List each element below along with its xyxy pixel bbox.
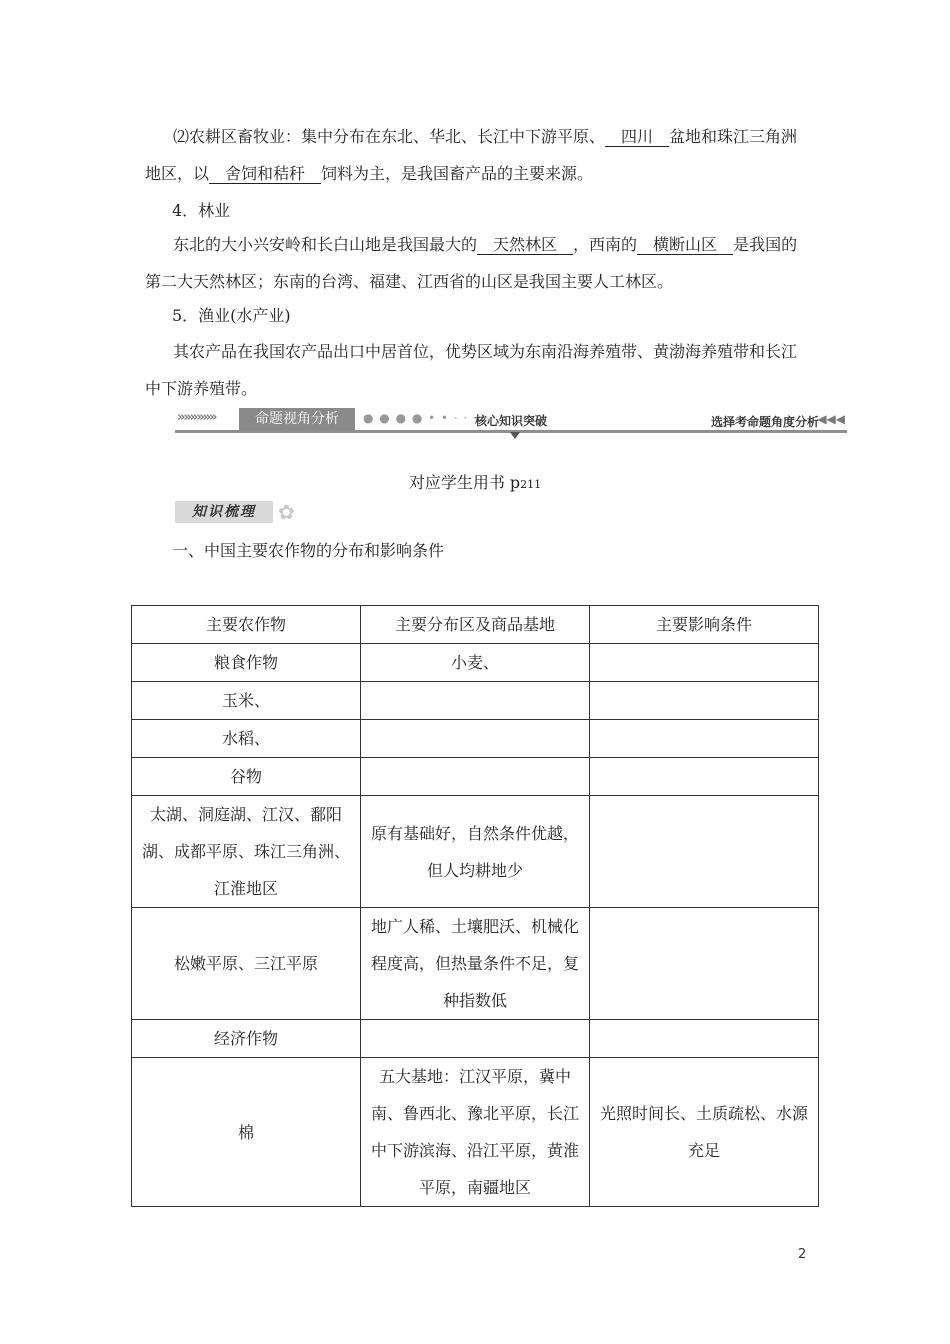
text: 东北的大小兴安岭和长白山地是我国最大的 xyxy=(173,235,478,254)
text: 饲料为主，是我国畜产品的主要来源。 xyxy=(321,164,594,183)
table-cell: 五大基地：江汉平原，冀中南、鲁西北、豫北平原，长江中下游滨海、沿江平原，黄淮平原，南疆地区 xyxy=(361,1058,590,1207)
table-cell: 原有基础好，自然条件优越，但人均耕地少 xyxy=(361,796,590,908)
caret-down-icon xyxy=(510,432,520,439)
table-cell: 粮食作物 xyxy=(132,644,361,682)
table-cell xyxy=(590,796,819,908)
text: 盆地和珠江三角洲地区，以 xyxy=(145,127,798,183)
ref-text: 对应学生用书 p xyxy=(408,473,521,492)
heading-fishery: 5．渔业(水产业) xyxy=(172,306,291,325)
knowledge-badge: 知识梳理 xyxy=(175,501,273,523)
table-cell: 谷物 xyxy=(132,758,361,796)
table-cell: 棉 xyxy=(132,1058,361,1207)
table-row xyxy=(132,758,819,796)
table-cell xyxy=(361,720,590,758)
table-row xyxy=(132,796,819,908)
table-cell xyxy=(590,758,819,796)
arrows-icon: »»»»»» xyxy=(177,410,216,425)
table-row xyxy=(132,644,819,682)
paragraph-forestry xyxy=(145,226,810,300)
table-header: 主要农作物 xyxy=(132,606,361,644)
answer-blank: 天然林区 xyxy=(477,235,573,255)
paragraph-livestock xyxy=(145,118,810,192)
table-row xyxy=(132,720,819,758)
table-cell: 松嫩平原、三江平原 xyxy=(132,908,361,1020)
table-cell xyxy=(361,1020,590,1058)
table-row xyxy=(132,1058,819,1207)
flower-icon: ✿ xyxy=(278,500,295,524)
answer-blank: 舍饲和秸秆 xyxy=(209,164,321,184)
text: ⑵农耕区畜牧业：集中分布在东北、华北、长江中下游平原、 xyxy=(173,127,606,146)
page-number: 2 xyxy=(798,1247,807,1262)
text: ，西南的 xyxy=(573,235,638,254)
table-cell xyxy=(590,644,819,682)
crop-table xyxy=(131,605,819,1207)
table-row xyxy=(132,682,819,720)
answer-blank: 四川 xyxy=(605,127,669,147)
table-cell xyxy=(590,682,819,720)
table-row xyxy=(132,908,819,1020)
table-cell: 地广人稀、土壤肥沃、机械化程度高，但热量条件不足，复种指数低 xyxy=(361,908,590,1020)
text: 是我国的第二大天然林区；东南的台湾、福建、江西省的山区是我国主要人工林区。 xyxy=(145,235,798,291)
table-header: 主要影响条件 xyxy=(590,606,819,644)
banner-tag: 命题视角分析 xyxy=(239,408,355,430)
book-reference xyxy=(0,470,950,493)
table-header-row xyxy=(132,606,819,644)
table-cell: 水稻、 xyxy=(132,720,361,758)
back-arrows-icon: ◀◀◀ xyxy=(817,412,845,426)
answer-blank: 横断山区 xyxy=(637,235,733,255)
heading-forestry: 4．林业 xyxy=(172,201,231,220)
banner-right-label: 选择考命题角度分析 xyxy=(710,415,819,429)
table-cell xyxy=(590,1020,819,1058)
table-cell xyxy=(590,720,819,758)
table-cell: 玉米、 xyxy=(132,682,361,720)
table-cell xyxy=(361,758,590,796)
ref-page: 211 xyxy=(520,478,542,491)
table-cell: 太湖、洞庭湖、江汉、鄱阳湖、成都平原、珠江三角洲、江淮地区 xyxy=(132,796,361,908)
paragraph-fishery: 其农产品在我国农产品出口中居首位，优势区域为东南沿海养殖带、黄渤海养殖带和长江中下游养殖带。 xyxy=(145,342,798,398)
section-banner xyxy=(175,408,847,438)
table-cell xyxy=(361,682,590,720)
dots-icon: ● ● ● ● • • · · · xyxy=(363,411,478,425)
section-title: 一、中国主要农作物的分布和影响条件 xyxy=(172,541,445,560)
table-cell: 经济作物 xyxy=(132,1020,361,1058)
table-cell: 光照时间长、土质疏松、水源充足 xyxy=(590,1058,819,1207)
table-row xyxy=(132,1020,819,1058)
table-header: 主要分布区及商品基地 xyxy=(361,606,590,644)
table-cell xyxy=(590,908,819,1020)
table-cell: 小麦、 xyxy=(361,644,590,682)
banner-center-label: 核心知识突破 xyxy=(475,414,548,428)
